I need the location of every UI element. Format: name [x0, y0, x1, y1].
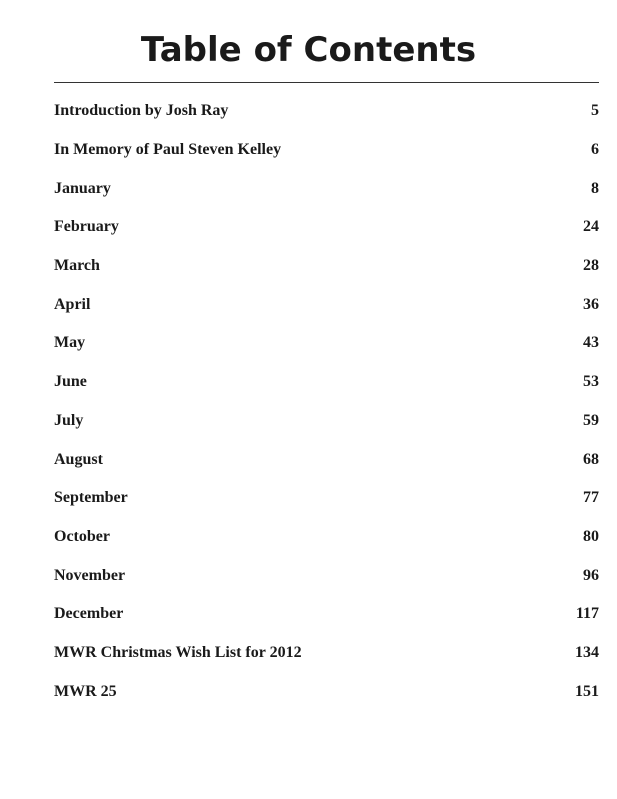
toc-list [54, 92, 599, 711]
toc-entry-christmas-wish-list[interactable] [54, 634, 599, 673]
toc-entry-introduction[interactable] [54, 92, 599, 131]
toc-entry-title: February [54, 218, 119, 236]
toc-entry-october[interactable] [54, 518, 599, 557]
toc-entry-title: MWR Christmas Wish List for 2012 [54, 643, 302, 661]
toc-entry-july[interactable] [54, 402, 599, 441]
toc-entry-page: 53 [583, 373, 599, 391]
toc-entry-may[interactable] [54, 324, 599, 363]
toc-entry-september[interactable] [54, 479, 599, 518]
toc-entry-page: 24 [583, 218, 599, 236]
toc-entry-title: January [54, 179, 111, 197]
toc-entry-page: 134 [575, 643, 599, 661]
toc-entry-page: 80 [583, 527, 599, 545]
toc-entry-page: 43 [583, 334, 599, 352]
toc-entry-page: 151 [575, 682, 599, 700]
toc-entry-november[interactable] [54, 556, 599, 595]
toc-entry-title: April [54, 295, 91, 313]
toc-entry-title: July [54, 411, 84, 429]
toc-entry-title: In Memory of Paul Steven Kelley [54, 141, 282, 159]
toc-entry-title: October [54, 527, 110, 545]
toc-entry-february[interactable] [54, 208, 599, 247]
toc-entry-page: 6 [591, 141, 599, 159]
toc-entry-title: Introduction by Josh Ray [54, 102, 229, 120]
page-title: Table of Contents [140, 30, 477, 70]
toc-entry-page: 36 [583, 295, 599, 313]
title-divider [54, 82, 599, 83]
toc-entry-page: 59 [583, 411, 599, 429]
toc-entry-title: May [54, 334, 86, 352]
toc-entry-page: 96 [583, 566, 599, 584]
toc-entry-page: 28 [583, 257, 599, 275]
toc-entry-title: March [54, 257, 100, 275]
toc-entry-page: 8 [591, 179, 599, 197]
toc-entry-march[interactable] [54, 247, 599, 286]
toc-entry-december[interactable] [54, 595, 599, 634]
toc-entry-page: 77 [583, 489, 599, 507]
toc-entry-august[interactable] [54, 440, 599, 479]
toc-entry-title: MWR 25 [54, 682, 117, 700]
toc-entry-title: November [54, 566, 126, 584]
toc-entry-june[interactable] [54, 363, 599, 402]
toc-entry-in-memory[interactable] [54, 131, 599, 170]
toc-entry-page: 117 [575, 605, 599, 623]
toc-entry-title: August [54, 450, 103, 468]
toc-entry-title: June [54, 373, 87, 391]
toc-entry-page: 68 [583, 450, 599, 468]
toc-entry-title: September [54, 489, 128, 507]
toc-entry-title: December [54, 605, 124, 623]
toc-entry-mwr-25[interactable] [54, 672, 599, 711]
toc-entry-january[interactable] [54, 169, 599, 208]
toc-entry-april[interactable] [54, 285, 599, 324]
toc-entry-page: 5 [591, 102, 599, 120]
